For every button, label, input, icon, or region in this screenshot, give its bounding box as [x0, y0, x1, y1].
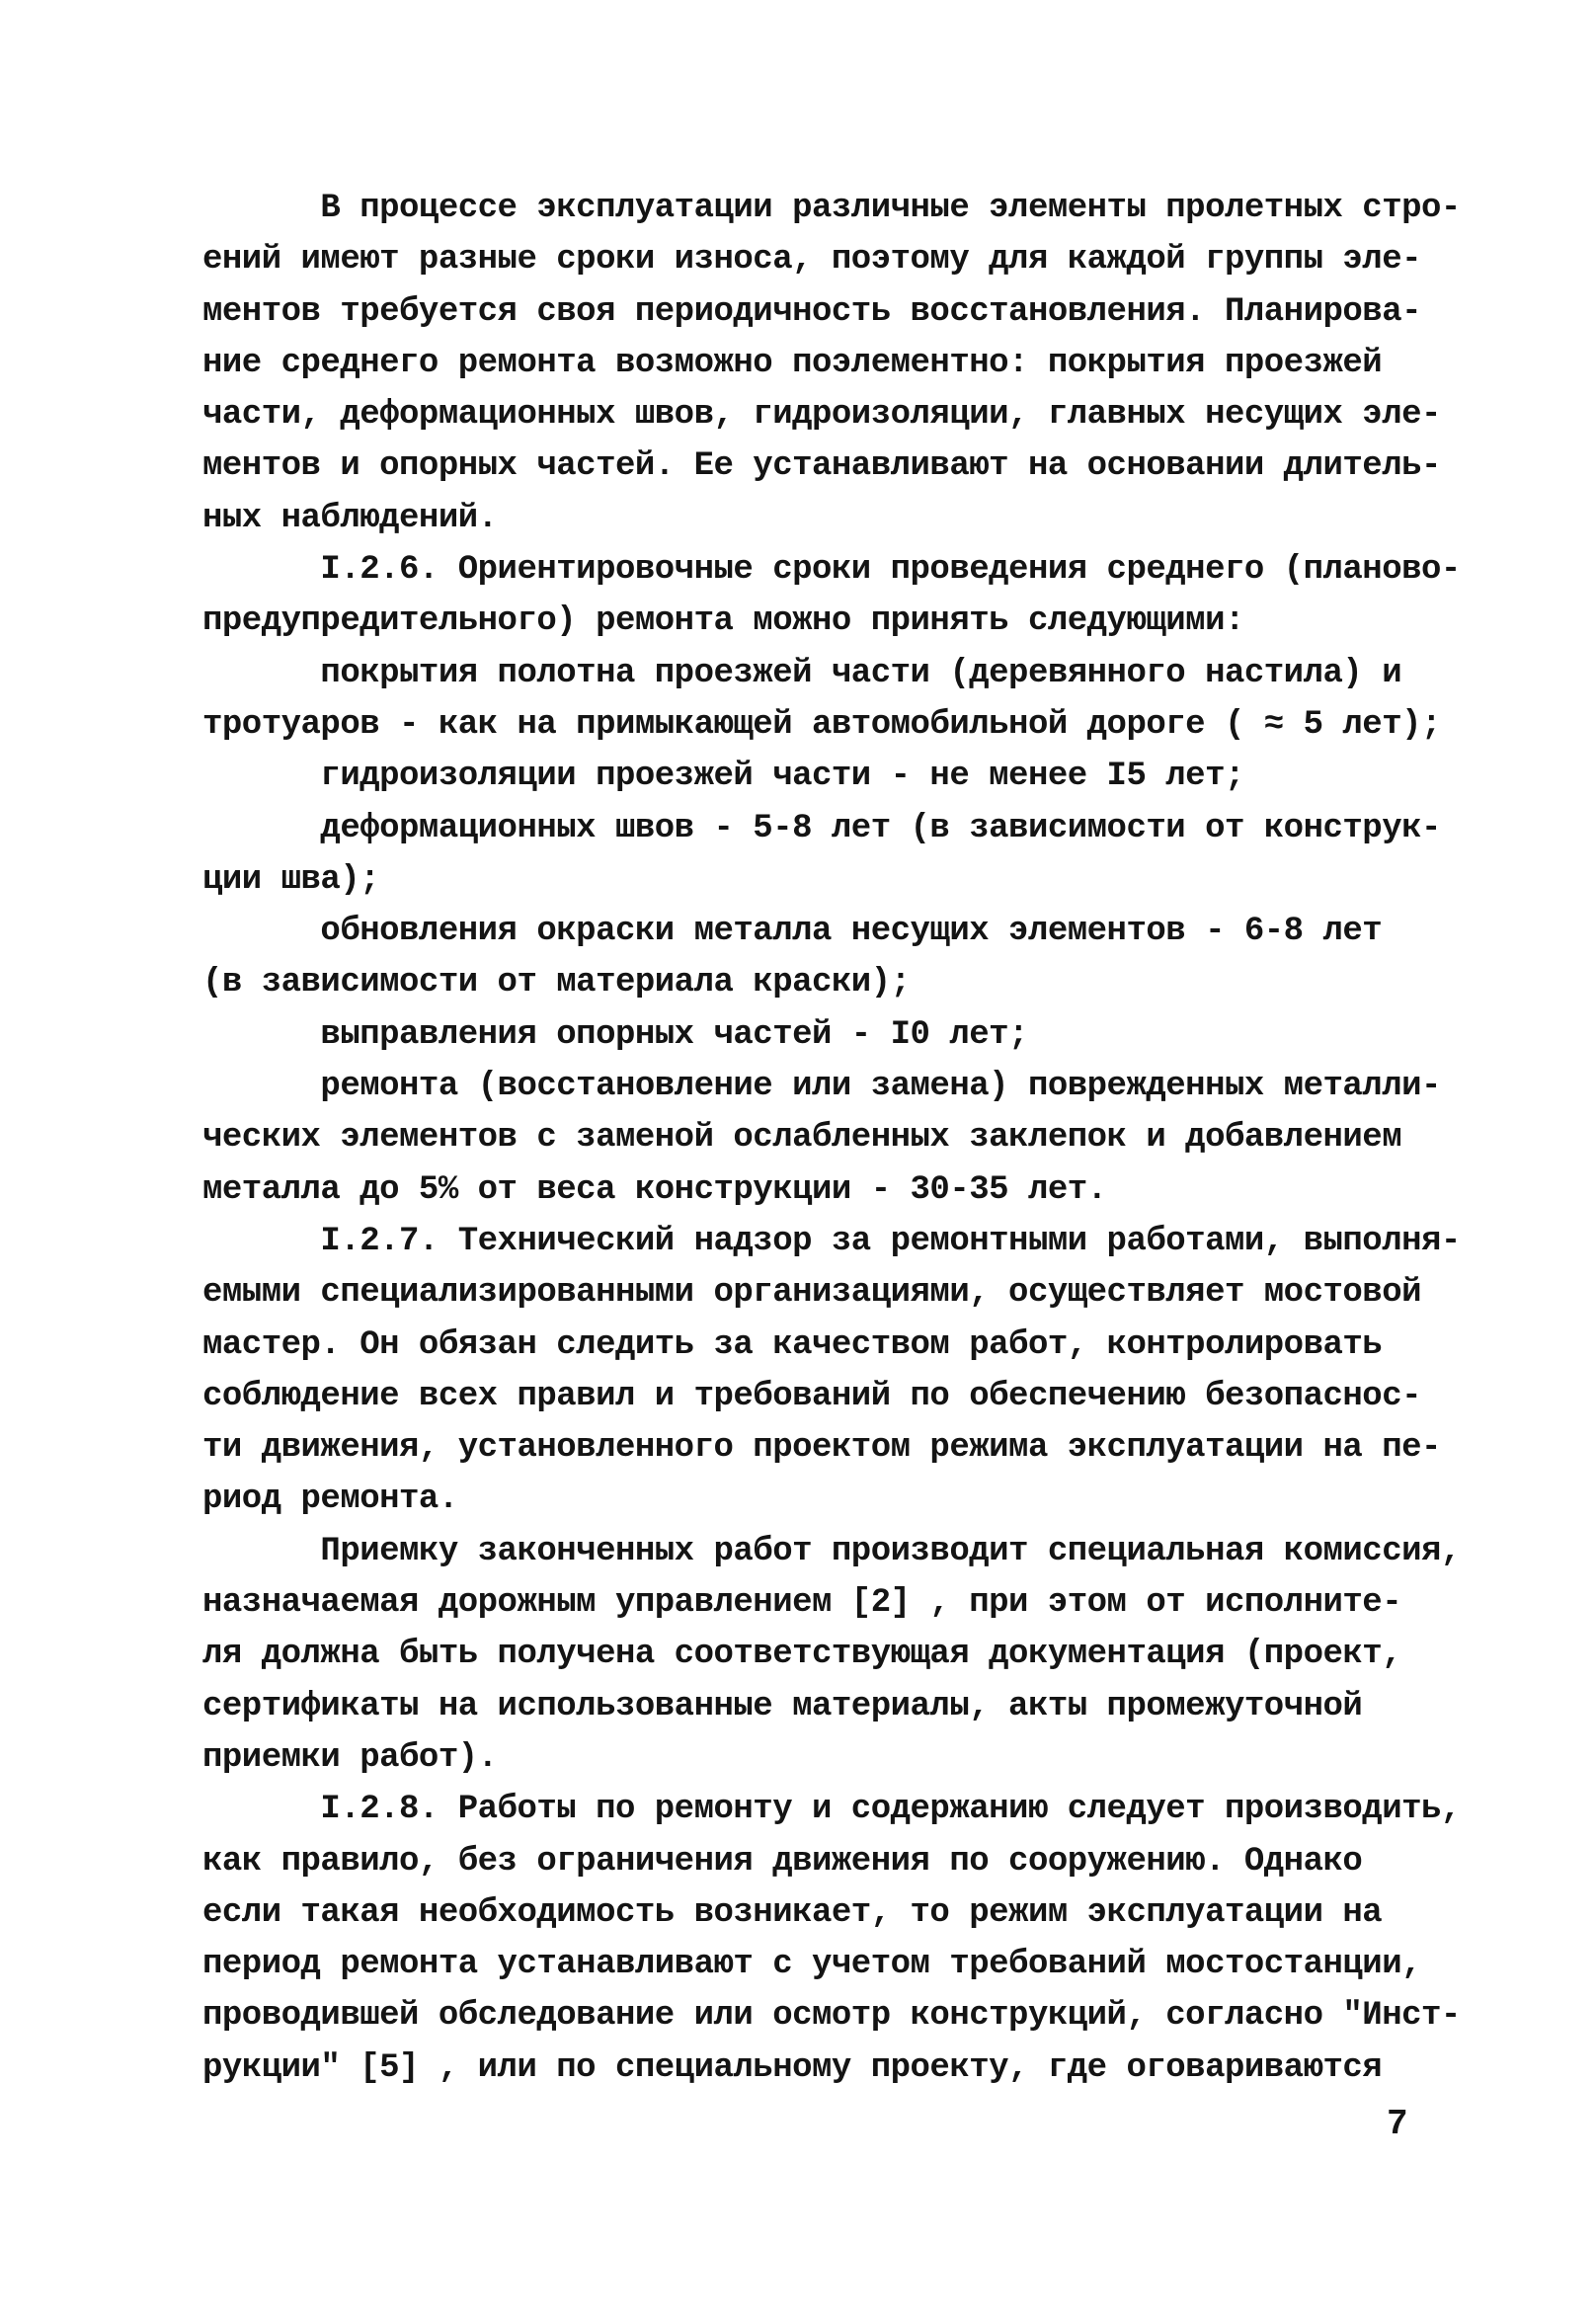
- text-line: ции шва);: [202, 860, 380, 899]
- text-line: обновления окраски металла несущих элементов - 6-8 лет: [202, 913, 1383, 951]
- text-line: покрытия полотна проезжей части (деревянного настила) и: [202, 654, 1402, 692]
- text-line: рукции" [5] , или по специальному проекту, где оговариваются: [202, 2048, 1383, 2087]
- page-number: 7: [1387, 2104, 1408, 2144]
- text-line: ментов и опорных частей. Ее устанавливают на основании длитель-: [202, 447, 1441, 486]
- body-text: [202, 183, 1462, 2094]
- text-line: ремонта (восстановление или замена) поврежденных металли-: [202, 1068, 1441, 1106]
- text-line: проводившей обследование или осмотр конструкций, согласно "Инст-: [202, 1997, 1461, 2036]
- text-line: ных наблюдений.: [202, 499, 498, 537]
- text-line: части, деформационных швов, гидроизоляции, главных несущих эле-: [202, 396, 1441, 435]
- text-line: ля должна быть получена соответствующая документация (проект,: [202, 1636, 1402, 1674]
- text-line: В процессе эксплуатации различные элементы пролетных стро-: [202, 190, 1461, 227]
- text-line: ментов требуется своя периодичность восстановления. Планирова-: [202, 292, 1422, 331]
- text-line: гидроизоляции проезжей части - не менее I5 лет;: [202, 758, 1244, 796]
- text-line: выправления опорных частей - I0 лет;: [202, 1015, 1028, 1054]
- text-line: Приемку законченных работ производит специальная комиссия,: [202, 1532, 1461, 1570]
- text-line: мастер. Он обязан следить за качеством работ, контролировать: [202, 1325, 1383, 1364]
- text-line: I.2.7. Технический надзор за ремонтными работами, выполня-: [202, 1222, 1461, 1260]
- text-line: соблюдение всех правил и требований по обеспечению безопаснос-: [202, 1377, 1422, 1415]
- text-line: сертификаты на использованные материалы, акты промежуточной: [202, 1687, 1363, 1725]
- text-line: период ремонта устанавливают с учетом требований мостостанции,: [202, 1946, 1422, 1984]
- text-line: металла до 5% от веса конструкции - 30-35 лет.: [202, 1170, 1107, 1209]
- text-line: (в зависимости от материала краски);: [202, 964, 911, 1002]
- text-line: ние среднего ремонта возможно поэлементно: покрытия проезжей: [202, 344, 1383, 382]
- text-line: риод ремонта.: [202, 1481, 458, 1519]
- text-line: как правило, без ограничения движения по сооружению. Однако: [202, 1842, 1363, 1881]
- text-line: ений имеют разные сроки износа, поэтому для каждой группы эле-: [202, 241, 1422, 280]
- text-line: ти движения, установленного проектом режима эксплуатации на пе-: [202, 1429, 1441, 1468]
- text-line: I.2.8. Работы по ремонту и содержанию следует производить,: [202, 1791, 1461, 1829]
- text-line: деформационных швов - 5-8 лет (в зависимости от конструк-: [202, 809, 1441, 847]
- text-line: емыми специализированными организациями, осуществляет мостовой: [202, 1274, 1422, 1313]
- text-line: тротуаров - как на примыкающей автомобильной дороге ( ≈ 5 лет);: [202, 705, 1441, 744]
- text-line: если такая необходимость возникает, то режим эксплуатации на: [202, 1893, 1383, 1932]
- text-line: приемки работ).: [202, 1738, 498, 1777]
- text-line: назначаемая дорожным управлением [2] , при этом от исполните-: [202, 1584, 1402, 1623]
- text-line: предупредительного) ремонта можно принять следующими:: [202, 602, 1244, 641]
- text-line: I.2.6. Ориентировочные сроки проведения среднего (планово-: [202, 551, 1461, 590]
- text-line: ческих элементов с заменой ослабленных заклепок и добавлением: [202, 1119, 1402, 1158]
